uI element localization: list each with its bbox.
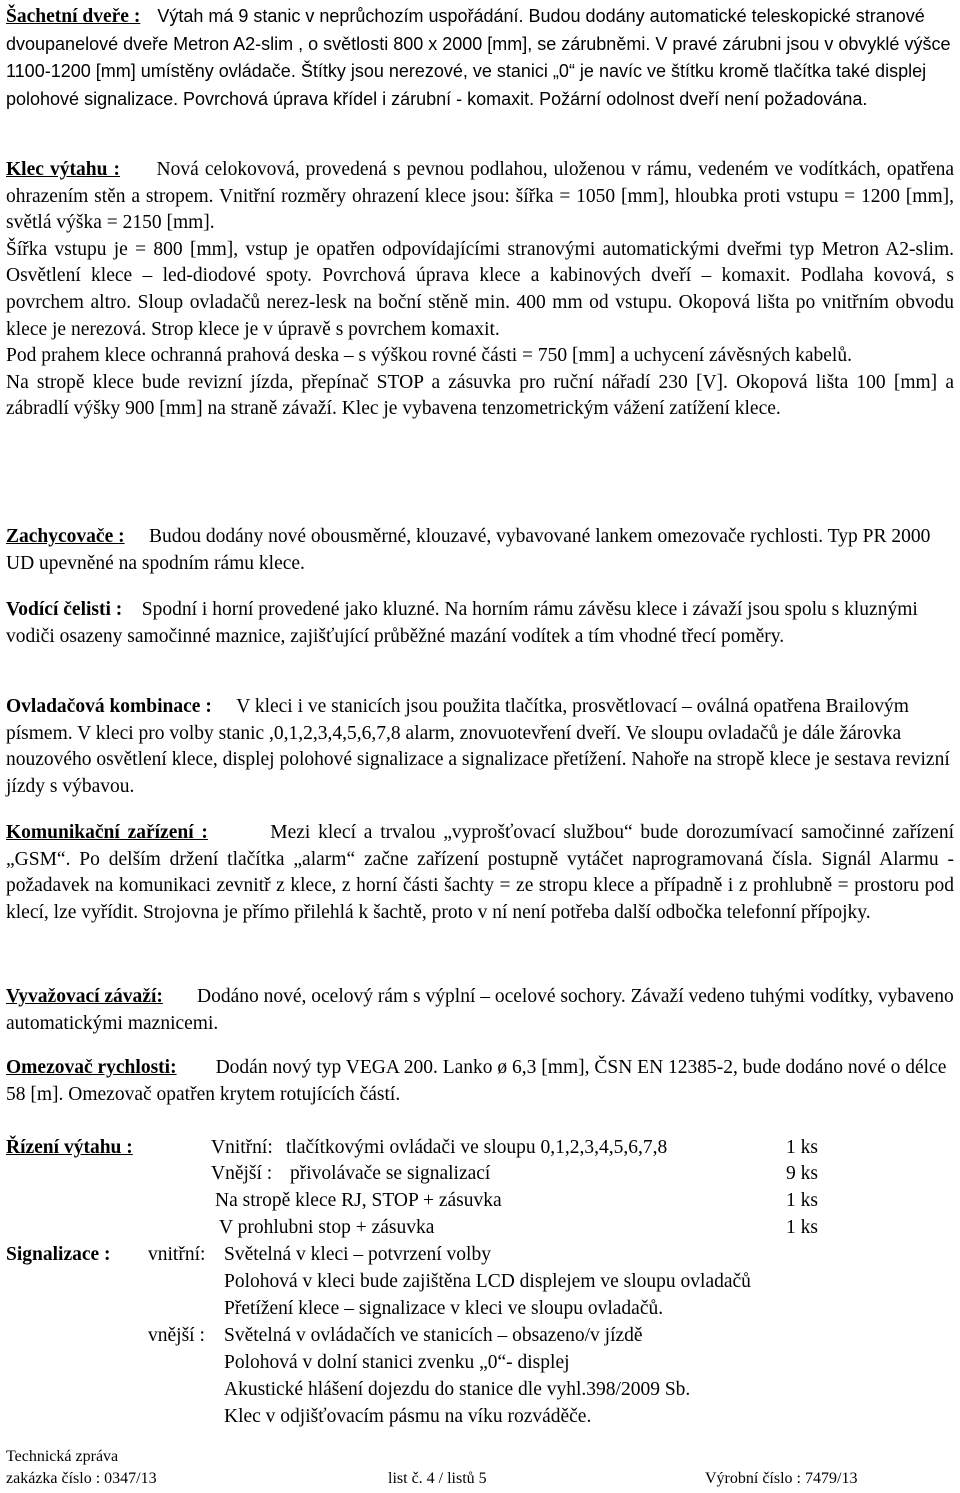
heading-vodici-celisti: Vodící čelisti : [6,599,123,620]
rizeni-row-text: Na stropě klece RJ, STOP + zásuvka [215,1190,502,1211]
sachtni-dvere-text: Výtah má 9 stanic v neprůchozím uspořádání. Budou dodány automatické teleskopické stranové dvoupanelové dveře Metron A2-slim , o světlosti 800 x 2000 [mm], se zárubněmi. V pravé zárubni jsou v obvyklé výšce 1100-1200 [mm] umístěny ovládače. Štítky jsou nerezové, ve stanici „0“ je navíc ve štítku kromě tlačítka také displej polohové signalizace. [6,6,951,109]
section-klec [6,157,954,423]
section-ovladacova-kombinace [6,694,954,800]
section-zachycovace [6,524,954,577]
rizeni-row-qty: 1 ks [786,1217,818,1238]
rizeni-row-label: Vnější : [211,1163,273,1184]
section-omezovac [6,1055,954,1108]
ovladacova-kombinace-text: V kleci i ve stanicích jsou použita tlačítka, prosvětlovací – oválná opatřena Brailovým písmem. V kleci pro volby stanic ,0,1,2,3,4,5,6,7,8 alarm, znovuotevření dveří. Ve sloupu ovladačů je dále žárovka nouzového osvětlení klece, displej polohové signalizace a signalizace přetížení. Nahoře na stropě klece je sestava revizní jízdy s výbavou. [6,696,950,797]
komunikacni-text: Mezi klecí a trvalou „vyprošťovací službou“ bude dorozumívací samočinné zařízení „GSM“. Po delším držení tlačítka „alarm“ začne zařízení postupně vytáčet naprogramovaná čísla. Signál Alarmu - požadavek na komunikaci zevnitř z klece, z horní části šachty = ze stropu klece a případně i z prohlubně = prostoru pod klecí, lze vyřídit. Strojovna je přímo přilehlá k šachtě, proto v ní není potřeba další odbočka telefonní přípojky. [6,822,955,923]
rizeni-row-text: tlačítkovými ovládači ve sloupu 0,1,2,3,4,5,6,7,8 [286,1137,668,1158]
heading-vyvazovaci: Vyvažovací závaží: [6,986,163,1007]
vyvazovaci-text: Dodáno nové, ocelový rám s výplní – ocelové sochory. Závaží vedeno tuhými vodítky, vybaveno automatickými maznicemi. [6,986,954,1034]
signalizace-inner-item: Přetížení klece – signalizace v kleci ve sloupu ovladačů. [224,1298,664,1319]
heading-omezovac: Omezovač rychlosti: [6,1057,177,1078]
klec-p4: Na stropě klece bude revizní jízda, přepínač STOP a zásuvka pro ruční nářadí 230 [V]. Okopová lišta 100 [mm] a zábradlí výšky 900 [mm] na straně závaží. Klec je vybavena tenzometrickým vážení zatížení klece. [6,371,954,420]
rizeni-row-label: Vnitřní: [211,1137,273,1158]
klec-p3: Pod prahem klece ochranná prahová deska – s výškou rovné části = 750 [mm] a uchycení závěsných kabelů. [6,345,852,367]
section-sachtni-dvere [6,3,954,113]
footer-title: Technická zpráva [6,1448,119,1465]
heading-zachycovace: Zachycovače : [6,526,125,547]
section-vyvazovaci [6,984,954,1037]
klec-text: Nová celokovová, provedená s pevnou podlahou, uloženou v rámu, vedeném ve vodítkách, opatřena ohrazením stěn a stropem. Vnitřní rozměry ohrazení klece jsou: šířka = 1050 [mm], hloubka proti vstupu = 1200 [mm], světlá výška = 2150 [mm]. [6,159,955,234]
heading-komunikacni: Komunikační zařízení : [6,822,208,843]
signalizace-inner-item: Polohová v kleci bude zajištěna LCD displejem ve sloupu ovladačů [224,1271,751,1292]
heading-sachtni-dvere: Šachetní dveře : [6,6,141,27]
signalizace-outer-label: vnější : [148,1325,205,1346]
signalizace-outer-item: Světelná v ovládačích ve stanicích – obsazeno/v jízdě [224,1325,643,1346]
klec-p2: Šířka vstupu je = 800 [mm], vstup je opatřen odpovídajícími stranovými automatickými dveřmi typ Metron A2-slim. Osvětlení klece – led-diodové spoty. Povrchová úprava klece a kabinových dveří – komaxit. Podlaha kovová, s povrchem altro. Sloup ovladačů nerez-lesk na boční stěně min. 400 mm od vstupu. Okopová lišta po vnitřním obvodu klece je nerezová. Strop klece je v úpravě s povrchem komaxit. [6,238,954,340]
section-vodici-celisti [6,597,954,650]
footer-zakazka: zakázka číslo : 0347/13 [6,1470,157,1487]
rizeni-row-qty: 9 ks [786,1163,818,1184]
rizeni-row-qty: 1 ks [786,1137,818,1158]
rizeni-row-qty: 1 ks [786,1190,818,1211]
signalizace-inner-item: Světelná v kleci – potvrzení volby [224,1244,491,1265]
heading-rizeni: Řízení výtahu : [6,1137,133,1158]
heading-ovladacova-kombinace: Ovladačová kombinace : [6,696,212,717]
omezovac-text: Dodán nový typ VEGA 200. Lanko ø 6,3 [mm], ČSN EN 12385-2, bude dodáno nové o délce 58 [m]. Omezovač opatřen krytem rotujících částí. [6,1057,947,1105]
klec-p1 [6,157,954,237]
footer-vyrobni-cislo: Výrobní číslo : 7479/13 [705,1470,858,1487]
rizeni-row-text: přivolávače se signalizací [290,1163,491,1184]
rizeni-row-text: V prohlubni stop + zásuvka [219,1217,435,1238]
signalizace-inner-label: vnitřní: [148,1244,206,1265]
signalizace-outer-item: Akustické hlášení dojezdu do stanice dle vyhl.398/2009 Sb. [224,1379,691,1400]
heading-klec: Klec výtahu : [6,159,120,180]
zachycovace-text: Budou dodány nové obousměrné, klouzavé, vybavované lankem omezovače rychlosti. Typ PR 2000 UD upevněné na spodním rámu klece. [6,526,931,574]
signalizace-outer-item: Polohová v dolní stanici zvenku „0“- displej [224,1352,570,1373]
section-komunikacni [6,820,954,926]
vodici-celisti-text: Spodní i horní provedené jako kluzné. Na horním rámu závěsu klece i závaží jsou spolu s kluznými vodiči osazeny samočinné maznice, zajišťující průběžné mazání vodítek a tím vhodné třecí poměry. [6,599,918,647]
sachtni-dvere-text-2: Povrchová úprava křídel i zárubní - komaxit. Požární odolnost dveří není požadována. [183,88,868,109]
signalizace-outer-item: Klec v odjišťovacím pásmu na víku rozváděče. [224,1406,592,1427]
footer-list: list č. 4 / listů 5 [388,1470,487,1487]
heading-signalizace: Signalizace : [6,1244,111,1265]
